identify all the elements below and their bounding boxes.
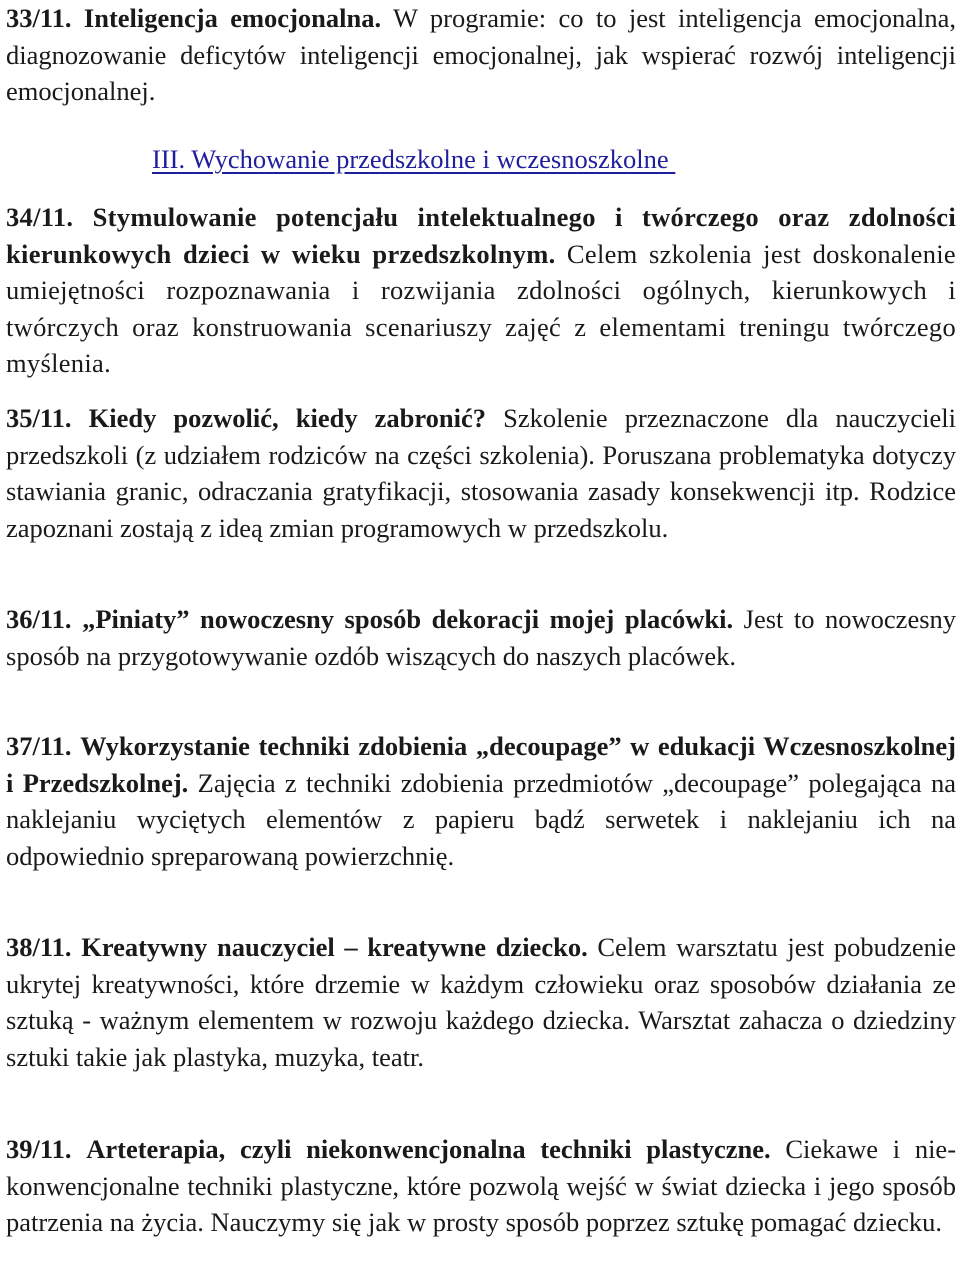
course-title: Kiedy pozwolić, kiedy zabronić? <box>88 403 487 433</box>
course-36 <box>6 601 956 674</box>
course-35 <box>6 400 956 546</box>
course-description: Celem szkolenia jest doskonalenie umiejętności rozpoznawania i rozwijania zdolności ogólnych, kierunkowych i twórczych oraz konstruowania scenariuszy zajęć z elementami treningu twórczego myślenia. <box>6 238 956 378</box>
course-description: W programie: co to jest inteligencja emocjonalna, diagnozowanie deficytów inteligencji emocjonalnej, jak wspierać rozwój inteligencji emocjonalnej. <box>6 3 957 106</box>
course-id: 35/11. <box>6 403 72 433</box>
course-description: Szkolenie przeznaczone dla nauczycieli przedszkoli (z udziałem rodziców na części szkolenia). Poruszana problematyka dotyczy stawiania granic, odraczania gratyfikacji, stosowania zasady konsekwencji itp. Rodzice zapoznani zostają z ideą zmian programowych w przedszkolu. <box>6 403 957 543</box>
course-37 <box>6 728 956 874</box>
course-34 <box>6 199 956 382</box>
course-description: Jest to nowoczesny sposób na przygotowywanie ozdób wiszących do naszych placówek. <box>6 604 957 671</box>
course-id: 37/11. <box>6 731 72 761</box>
course-id: 36/11. <box>6 604 72 634</box>
course-33 <box>6 0 956 110</box>
course-39 <box>6 1131 956 1241</box>
course-description: Ciekawe i nie-konwencjonalne techniki plastyczne, które pozwolą wejść w świat dziecka i jego sposób patrzenia na życia. Nauczymy się jak w prosty sposób poprzez sztukę pomagać dziecku. <box>6 1134 957 1237</box>
course-id: 34/11. <box>6 202 74 232</box>
course-title: Wykorzystanie techniki zdobienia „decoupage” w edukacji Wczesnoszkolnej i Przedszkolnej. <box>6 731 957 798</box>
course-title: Kreatywny nauczyciel – kreatywne dziecko. <box>81 932 588 962</box>
course-38 <box>6 929 956 1075</box>
course-title: Arteterapia, czyli niekonwencjonalna techniki plastyczne. <box>86 1134 771 1164</box>
course-description: Zajęcia z techniki zdobienia przedmiotów „decoupage” polegająca na naklejaniu wyciętych elementów z papieru bądź serwetek i naklejaniu ich na odpowiednio spreparowaną powierzchnię. <box>6 767 957 871</box>
course-id: 33/11. <box>6 3 72 33</box>
course-title: „Piniaty” nowoczesny sposób dekoracji mojej placówki. <box>82 604 734 634</box>
section-heading[interactable]: III. Wychowanie przedszkolne i wczesnoszkolne <box>152 144 676 174</box>
course-id: 39/11. <box>6 1134 72 1164</box>
course-id: 38/11. <box>6 932 72 962</box>
course-title: Stymulowanie potencjału intelektualnego i twórczego oraz zdolności kierunkowych dzieci w wieku przedszkolnym. <box>6 202 956 269</box>
course-title: Inteligencja emocjonalna. <box>83 3 382 33</box>
course-description: Celem warsztatu jest pobudzenie ukrytej kreatywności, które drzemie w każdym człowieku oraz sposobów działania ze sztuką - ważnym elementem w rozwoju każdego dziecka. Warsztat zahacza o dziedziny sztuki takie jak plastyka, muzyka, teatr. <box>6 932 957 1072</box>
